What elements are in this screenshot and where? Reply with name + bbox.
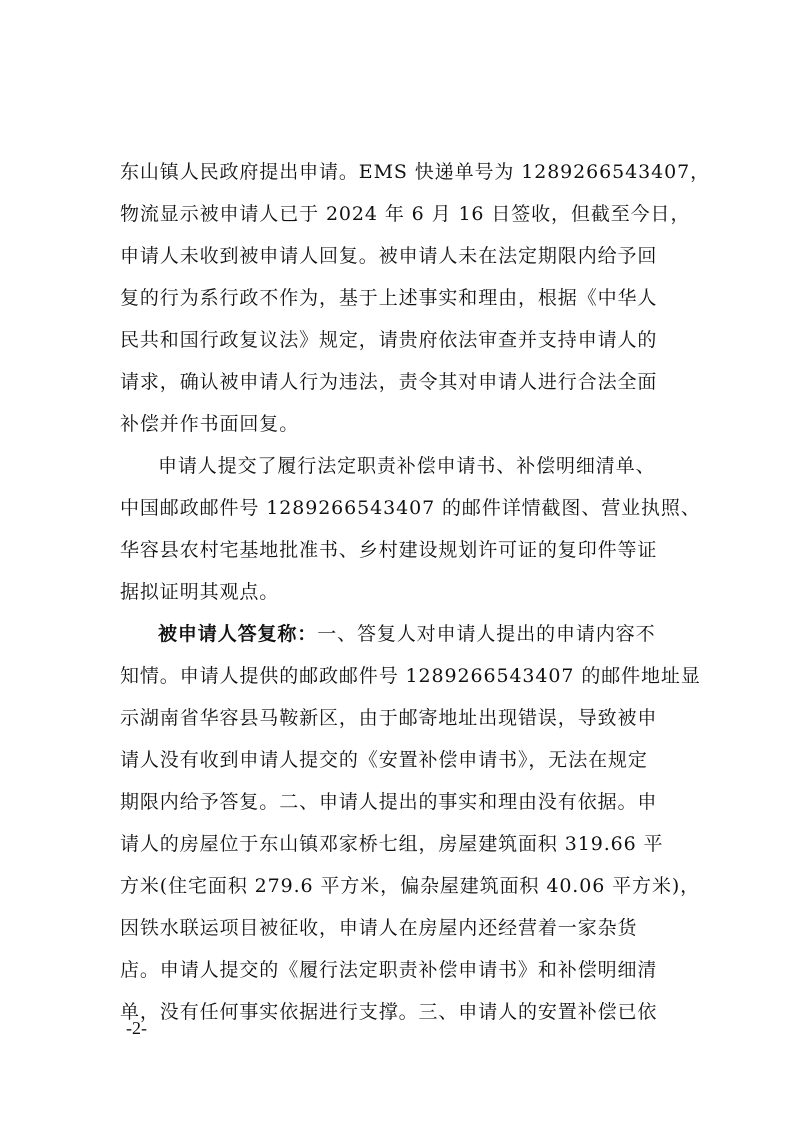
respondent-reply-first-line-text: 一、答复人对申请人提出的申请内容不 bbox=[317, 623, 656, 645]
respondent-reply-heading: 被申请人答复称： bbox=[158, 623, 318, 645]
respondent-reply-first-line bbox=[158, 620, 680, 648]
body-text-line: 中国邮政邮件号 1289266543407 的邮件详情截图、营业执照、 bbox=[120, 497, 701, 519]
body-text-line: 申请人未收到被申请人回复。被申请人未在法定期限内给予回 bbox=[120, 245, 658, 267]
body-text-line: 方米(住宅面积 279.6 平方米，偏杂屋建筑面积 40.06 平方米)， bbox=[120, 875, 701, 897]
page-number: -2- bbox=[126, 1018, 147, 1038]
body-text-line: 请人的房屋位于东山镇邓家桥七组，房屋建筑面积 319.66 平 bbox=[120, 833, 664, 855]
body-text-line: 请人没有收到申请人提交的《安置补偿申请书》，无法在规定 bbox=[120, 749, 648, 771]
body-text-line: 知情。申请人提供的邮政邮件号 1289266543407 的邮件地址显 bbox=[120, 665, 701, 687]
body-text-line: 物流显示被申请人已于 2024 年 6 月 16 日签收，但截至今日， bbox=[120, 203, 691, 225]
body-text-line: 申请人提交了履行法定职责补偿申请书、补偿明细清单、 bbox=[158, 455, 656, 477]
body-text-line: 请求，确认被申请人行为违法，责令其对申请人进行合法全面 bbox=[120, 371, 658, 393]
body-text-line: 店。申请人提交的《履行法定职责补偿申请书》和补偿明细清 bbox=[120, 959, 658, 981]
body-text-line: 期限内给予答复。二、申请人提出的事实和理由没有依据。申 bbox=[120, 791, 658, 813]
body-text-line: 据拟证明其观点。 bbox=[120, 581, 280, 603]
body-text-line: 东山镇人民政府提出申请。EMS 快递单号为 1289266543407， bbox=[120, 161, 710, 183]
body-text-line: 复的行为系行政不作为，基于上述事实和理由，根据《中华人 bbox=[120, 287, 658, 309]
body-text-line: 华容县农村宅基地批准书、乡村建设规划许可证的复印件等证 bbox=[120, 539, 658, 561]
body-text-line: 补偿并作书面回复。 bbox=[120, 413, 300, 435]
body-text-line: 因铁水联运项目被征收，申请人在房屋内还经营着一家杂货 bbox=[120, 917, 638, 939]
body-text-line: 单，没有任何事实依据进行支撑。三、申请人的安置补偿已依 bbox=[120, 1001, 658, 1023]
body-text-line: 示湖南省华容县马鞍新区，由于邮寄地址出现错误，导致被申 bbox=[120, 707, 658, 729]
body-text-line: 民共和国行政复议法》规定，请贵府依法审查并支持申请人的 bbox=[120, 329, 658, 351]
